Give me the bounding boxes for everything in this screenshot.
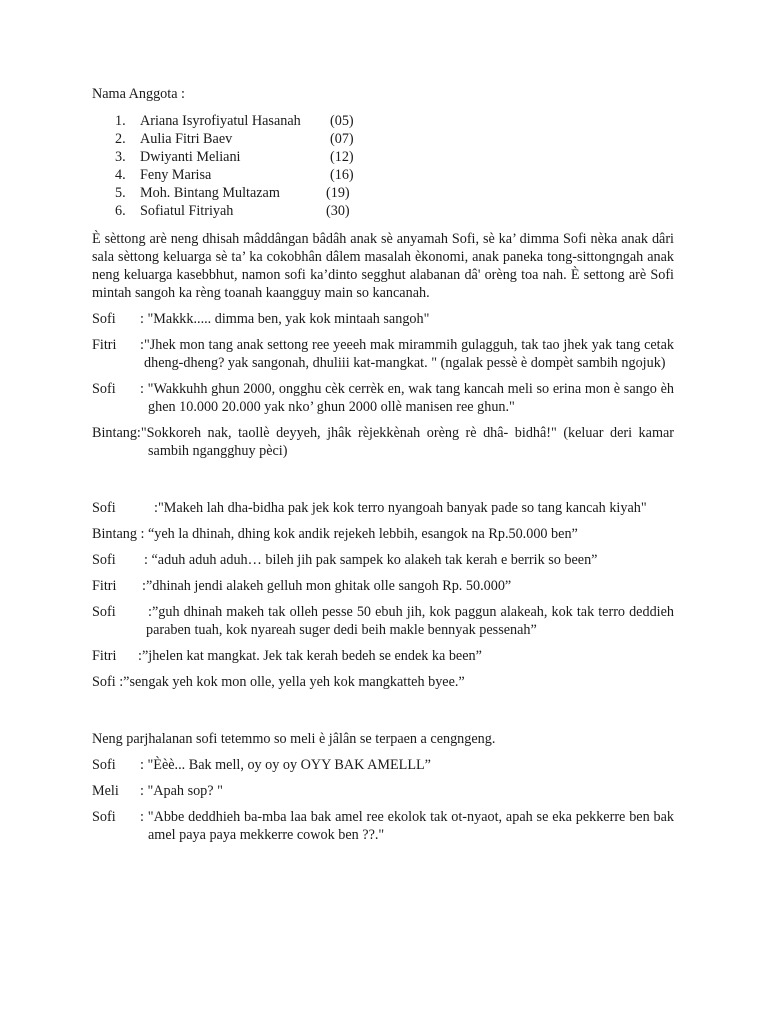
dialogue-line [92,756,674,774]
speaker-name: Bintang [92,526,137,542]
dialogue-line [92,808,674,844]
dialogue-text: Bintang:"Sokkoreh nak, taollè deyyeh, jhâk rèjekkènah orèng rè dhâ- bidhâ!" (keluar deri kamar sambih ngangghuy pèci) [92,425,674,459]
speaker-name: Fitri [92,648,117,664]
dialogue-line [92,336,674,372]
dialogue-text: : "Èèè... Bak mell, oy oy oy OYY BAK AMELLL” [140,757,431,773]
dialogue-text: ”sengak yeh kok mon olle, yella yeh kok mangkatteh byee.” [123,674,465,690]
dialogue-line [92,551,674,569]
speaker-name: Sofi [92,552,116,568]
speaker-name: Bintang: [92,425,141,441]
dialogue-line [92,310,674,328]
speaker-name: Fitri [92,337,117,353]
dialogue-line [92,782,674,800]
dialogue-text: : “aduh aduh aduh… bileh jih pak sampek ko alakeh tak kerah e berrik so been” [144,552,598,568]
speaker-name: Sofi [92,604,116,620]
dialogue-text: :”jhelen kat mangkat. Jek tak kerah bedeh se endek ka been” [138,648,482,664]
speaker-name: Sofi [92,500,116,516]
dialogue-line [92,647,674,665]
document-page [92,85,674,852]
speaker-name: Sofi [92,381,116,397]
member-item: 2. Aulia Fitri Baev (07) [115,131,354,147]
member-item: 5. Moh. Bintang Multazam (19) [115,185,350,201]
dialogue-text: : "Wakkuhh ghun 2000, ongghu cèk cerrèk en, wak tang kancah meli so erina mon è sango èh ghen 10.000 20.000 yak nko’ ghun 2000 ollè manisen ree ghun." [140,381,674,415]
dialogue-text: : "Apah sop? " [140,783,223,799]
dialogue-text: :”dhinah jendi alakeh gelluh mon ghitak olle sangoh Rp. 50.000” [142,578,512,594]
member-item: 3. Dwiyanti Meliani (12) [115,149,354,165]
dialogue-line: Bintang : “yeh la dhinah, dhing kok andik rejekeh lebbih, esangok na Rp.50.000 ben” [92,526,578,542]
scene-break [92,699,674,730]
dialogue-text: : "Abbe deddhieh ba-mba laa bak amel ree ekolok tak ot-nyaot, apah se eka pekkerre ben bak amel paya paya mekkerre cowok ben ??." [140,809,674,843]
narration-paragraph: Neng parjhalanan sofi tetemmo so meli è jâlân se terpaen a cengngeng. [92,731,496,747]
dialogue-line [92,577,674,595]
member-list [92,112,674,220]
dialogue-text: : "Makkk..... dimma ben, yak kok mintaah sangoh" [140,311,430,327]
dialogue-line [92,424,674,460]
speaker-name: Sofi [92,757,116,773]
dialogue-text: “yeh la dhinah, dhing kok andik rejekeh lebbih, esangok na Rp.50.000 ben” [147,526,578,542]
dialogue-line [92,499,674,517]
dialogue-line: Sofi :”sengak yeh kok mon olle, yella yeh kok mangkatteh byee.” [92,674,465,690]
member-list-heading: Nama Anggota : [92,86,185,102]
speaker-name: Sofi [92,311,116,327]
speaker-name: Sofi [92,809,116,825]
intro-paragraph: È sèttong arè neng dhisah mâddângan bâdâh anak sè anyamah Sofi, sè ka’ dimma Sofi nèka anak dâri sala sèttong keluarga sè ta’ ka cokobhân dâlem masalah èkonomi, anak paneka tong-sittongngah anak neng keluarga kasebbhut, namon sofi ka’dinto segghut alabanan dâ' orèng toa nah. È settong arè Sofi mintah sangoh ka rèng toanah kaangguy main so kancanah. [92,231,674,301]
member-item: 4. Feny Marisa (16) [115,167,354,183]
dialogue-text: :”guh dhinah makeh tak olleh pesse 50 ebuh jih, kok paggun alakeah, kok tak terro deddieh paraben tuah, kok nyareah suger dedi beih makle bennyak pessenah” [146,604,674,638]
dialogue-text: :"Jhek mon tang anak settong ree yeeeh mak mirammih gulagguh, tak tao jhek yak tang cetak dheng-dheng? yak sangonah, dhuliii kat-mangkat. " (ngalak pessè è dompèt sambih ngojuk) [140,337,674,371]
speaker-name: Fitri [92,578,117,594]
speaker-name: Sofi [92,674,116,690]
scene-break [92,468,674,499]
member-item: 1. Ariana Isyrofiyatul Hasanah (05) [115,113,354,129]
dialogue-line [92,380,674,416]
dialogue-line [92,603,674,639]
speaker-name: Meli [92,783,119,799]
member-item: 6. Sofiatul Fitriyah (30) [115,203,350,219]
dialogue-text: :"Makeh lah dha-bidha pak jek kok terro nyangoah banyak pade so tang kancah kiyah" [154,500,647,516]
